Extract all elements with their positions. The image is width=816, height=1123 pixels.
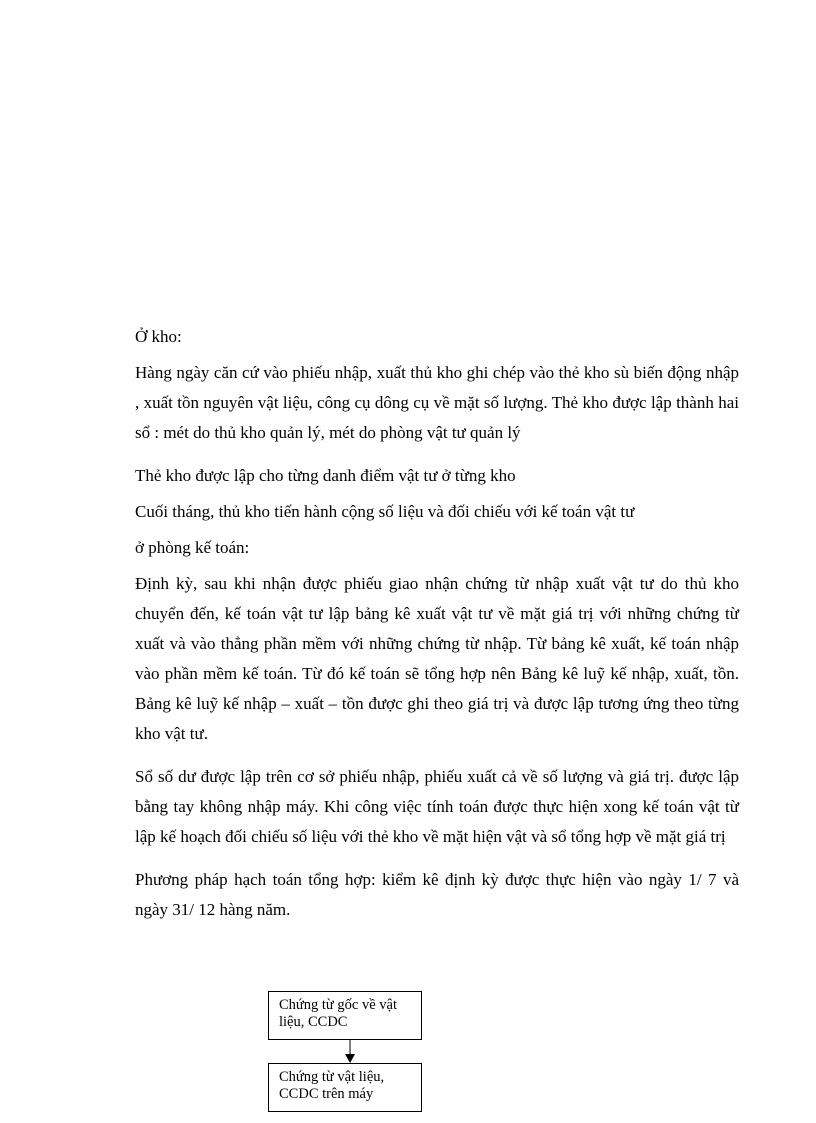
flowchart-box-chung-tu-goc: Chứng từ gốc về vật liệu, CCDC bbox=[268, 991, 422, 1040]
paragraph-so-so-du: Sổ số dư được lập trên cơ sở phiếu nhập, phiếu xuất cả về số lượng và giá trị. được lập bằng tay không nhập máy. Khi công việc tính toán được thực hiện xong kế toán vật từ lập kế hoạch đối chiếu số liệu với thẻ kho về mặt hiện vật và sổ tổng hợp về mặt giá trị bbox=[135, 767, 739, 846]
heading-o-kho: Ở kho: bbox=[135, 327, 182, 346]
paragraph-phuong-phap: Phương pháp hạch toán tổng hợp: kiểm kê định kỳ được thực hiện vào ngày 1/ 7 và ngày 31/ 12 hàng năm. bbox=[135, 870, 739, 919]
heading-phong-ke-toan: ở phòng kế toán: bbox=[135, 538, 250, 557]
paragraph-dinh-ky: Định kỳ, sau khi nhận được phiếu giao nhận chứng từ nhập xuất vật tư do thủ kho chuyển đến, kế toán vật tư lập bảng kê xuất vật tư về mặt giá trị với những chứng từ xuất và vào thẳng phần mềm với những chứng từ nhập. Từ bảng kê xuất, kế toán nhập vào phần mềm kế toán. Từ đó kế toán sẽ tổng hợp nên Bảng kê luỹ kế nhập, xuất, tồn. Bảng kê luỹ kế nhập – xuất – tồn được ghi theo giá trị và được lập tương ứng theo từng kho vật tư. bbox=[135, 574, 739, 743]
paragraph-the-kho: Thẻ kho được lập cho từng danh điểm vật tư ở từng kho bbox=[135, 466, 516, 485]
paragraph-cuoi-thang: Cuối tháng, thủ kho tiến hành cộng số liệu và đối chiếu với kế toán vật tư bbox=[135, 502, 635, 521]
body-text bbox=[135, 322, 739, 938]
paragraph-hang-ngay: Hàng ngày căn cứ vào phiếu nhập, xuất thủ kho ghi chép vào thẻ kho sù biến động nhập , xuất tồn nguyên vật liệu, công cụ dông cụ về mặt số lượng. Thẻ kho được lập thành hai sổ : mét do thủ kho quản lý, mét do phòng vật tư quản lý bbox=[135, 363, 739, 442]
flowchart-box-chung-tu-vat-lieu: Chứng từ vật liệu, CCDC trên máy bbox=[268, 1063, 422, 1112]
flowchart-arrow-icon bbox=[344, 1040, 356, 1063]
